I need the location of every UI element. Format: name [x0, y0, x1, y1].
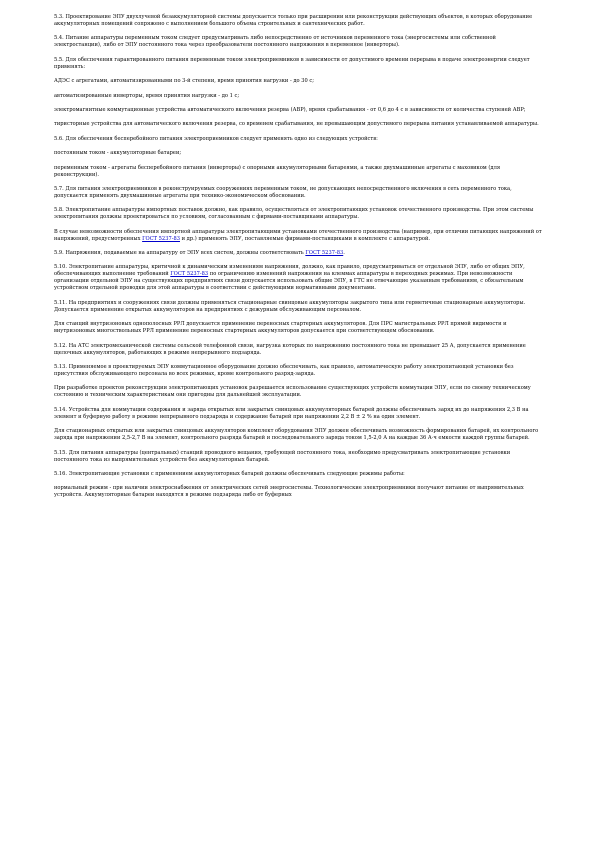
paragraph-text: электромагнитные коммутационные устройства автоматического включения резерва (АВР), время срабатывания - от 0,6 до 4 с в зависимости от количества ступеней АВР; — [54, 106, 526, 113]
paragraph-text: 5.3. Проектирование ЭПУ двухлучевой безаккумуляторной системы допускается только при расширении или реконструкции действующих объектов, в которых оборудование аккумуляторных помещений сопряжено с выполнением большого объема строительных и сантехнических работ. — [54, 14, 533, 27]
paragraph — [54, 407, 543, 421]
paragraph — [54, 150, 543, 157]
paragraph — [54, 136, 543, 143]
paragraph-text: 5.8. Электропитание аппаратуры импортных поставок должно, как правило, осуществляться от электропитающих установок отечественного производства. При этом системы электропитания должны проектироваться по условиям, согласованным с фирмами-поставщиками аппаратуры. — [54, 207, 534, 221]
document-body — [54, 14, 543, 507]
paragraph — [54, 165, 543, 179]
paragraph-text: по ограничению изменений напряжения на клеммах аппаратуры в переходных режимах. При невозможности организации отдельной ЭПУ на существующих предприятиях связи допускается использовать общие ЭПУ, в ГТС не отвечающие указанным требованиям, с обязательным устройством отдельной проводки для этой аппаратуры в соответствии с действующими нормативными документами. — [54, 271, 524, 292]
paragraph-text: и др.) применять ЭПУ, поставляемые фирмами-поставщиками в комплекте с аппаратурой. — [179, 235, 431, 242]
paragraph — [54, 107, 543, 114]
paragraph-text: 5.6. Для обеспечения бесперебойного питания электроприемников следует применять одно из следующих устройств: — [54, 135, 378, 142]
paragraph — [54, 78, 543, 85]
paragraph-text: 5.5. Для обеспечения гарантированного питания переменным током электроприемников в зависимости от допустимого времени перерыва в подаче электроэнергии следует применять: — [54, 56, 530, 70]
paragraph — [54, 364, 543, 378]
paragraph — [54, 250, 543, 257]
paragraph — [54, 207, 543, 221]
paragraph-text: переменным током - агрегаты бесперебойного питания (инверторы) с опорными аккумуляторными батареями, а также двухмашинные агрегаты с маховиком (для реконструкции). — [54, 164, 501, 178]
paragraph-text: . — [343, 250, 345, 257]
paragraph-text: автоматизированные инверторы, время принятия нагрузки - до 1 с; — [54, 92, 240, 99]
paragraph — [54, 93, 543, 100]
paragraph-text: 5.15. Для питания аппаратуры (центральных) станций проводного вещания, требующей постоянного тока, необходимо предусматривать электропитающие установки постоянного тока из выпрямительных устройств без аккумуляторных батарей. — [54, 449, 511, 463]
paragraph-text: нормальный режим - при наличии электроснабжения от электрических сетей энергосистемы. Технологические электроприемники получают питание от выпрямительных устройств. Аккумуляторные батареи находятся в режиме подзаряда либо от буферных — [54, 485, 524, 499]
standard-link[interactable]: ГОСТ 5237-83 — [170, 271, 209, 278]
paragraph-text: В случае невозможности обеспечения импортной аппаратуры электропитающими установками отечественного производства (например, при отличии питающих напряжений от напряжений, предусмотренных — [54, 228, 542, 242]
paragraph — [54, 57, 543, 71]
paragraph-text: Для станций внутризоновых однополосных РРЛ допускается применение переносных стартерных аккумуляторов. Для ПРС магистральных РРЛ прямой видимости и внутризоновых многоствольных РРЛ применение переносных стартерных аккумуляторов допускается при соответствующем обосновании. — [54, 321, 507, 335]
paragraph — [54, 343, 543, 357]
standard-link[interactable]: ГОСТ 5237-83 — [305, 250, 344, 257]
paragraph-text: 5.14. Устройства для коммутации содержания и заряда открытых или закрытых свинцовых аккумуляторных батарей должны обеспечивать заряд их до напряжения 2,3 В на элемент и буферную работу в режиме непрерывного подзаряда и содержание батарей при напряжении 2,2 В ± 2 % на один элемент. — [54, 406, 529, 420]
paragraph — [54, 321, 543, 335]
paragraph-text: 5.4. Питание аппаратуры переменным током следует предусматривать либо непосредственно от источников переменного тока (энергосистемы или собственной электростанции), либо от ЭПУ постоянного тока через преобразователи постоянного напряжения в переменное (инверторы). — [54, 35, 496, 49]
paragraph-text: 5.13. Применяемое в проектируемых ЭПУ коммутационное оборудование должно обеспечивать, как правило, автоматическую работу электропитающей установки без присутствия обслуживающего персонала во всех режимах, кроме контрольного разряд-заряда. — [54, 364, 514, 378]
paragraph-text: 5.9. Напряжения, подаваемые на аппаратуру от ЭПУ всех систем, должны соответствовать — [54, 250, 306, 257]
paragraph-text: АДЭС с агрегатами, автоматизированными по 3-й степени, время принятия нагрузки - до 30 с; — [54, 78, 315, 85]
standard-link[interactable]: ГОСТ 5237-83 — [142, 235, 180, 242]
paragraph — [54, 186, 543, 200]
paragraph — [54, 121, 543, 128]
paragraph — [54, 300, 543, 314]
paragraph — [54, 428, 543, 442]
paragraph-text: тиристорные устройства для автоматического включения резерва, со временем срабатывания, не превышающим допустимого перерыва питания устанавливаемой аппаратуры. — [54, 121, 539, 128]
paragraph-text: 5.16. Электропитающие установки с применением аккумуляторных батарей должны обеспечивать следующие режимы работы: — [54, 470, 405, 477]
paragraph-text: 5.7. Для питания электроприемников в реконструируемых сооружениях переменным током, не допускающих непосредственного включения в сеть переменного тока, допускается применять двухмашинные агрегаты при технико-экономическом обосновании. — [54, 185, 512, 199]
paragraph-text: постоянным током - аккумуляторные батареи; — [54, 150, 182, 157]
paragraph — [54, 450, 543, 464]
paragraph-text: При разработке проектов реконструкции электропитающих установок разрешается использование существующих устройств коммутации ЭПУ, если по своему техническому состоянию и техническим характеристикам они пригодны для дальнейшей эксплуатации. — [54, 385, 531, 399]
paragraph — [54, 264, 543, 292]
paragraph — [54, 485, 543, 499]
paragraph — [54, 35, 543, 49]
paragraph-text: 5.10. Электропитание аппаратуры, критичной к динамическим изменениям напряжения, должно, как правило, предусматриваться от отдельной ЭПУ, либо от общих ЭПУ, обеспечивающих выполнение требований — [54, 264, 525, 278]
paragraph — [54, 229, 543, 243]
paragraph-text: 5.12. На АТС электромеханической системы сельской телефонной связи, нагрузка которых по напряжению постоянного тока не превышает 25 А, допускается применение щелочных аккумуляторов, работающих в режиме непрерывного подзаряда. — [54, 342, 526, 356]
paragraph — [54, 385, 543, 399]
paragraph — [54, 14, 543, 28]
paragraph-text: Для стационарных открытых или закрытых свинцовых аккумуляторов комплект оборудования ЭПУ должен обеспечивать возможность формирования батарей, их контрольного заряда при напряжении 2,5-2,7 В на элемент, контрольного разряда батарей и последовательного заряда током 1,5-2,0 А на каждые 36 А·ч емкости каждой группы батарей. — [54, 428, 539, 442]
paragraph-text: 5.11. На предприятиях и сооружениях связи должны применяться стационарные свинцовые аккумуляторы закрытого типа или герметичные стационарные аккумуляторы. Допускается применение открытых аккумуляторов на предприятиях с дежурным обслуживающим персоналом. — [54, 299, 526, 313]
paragraph — [54, 471, 543, 478]
